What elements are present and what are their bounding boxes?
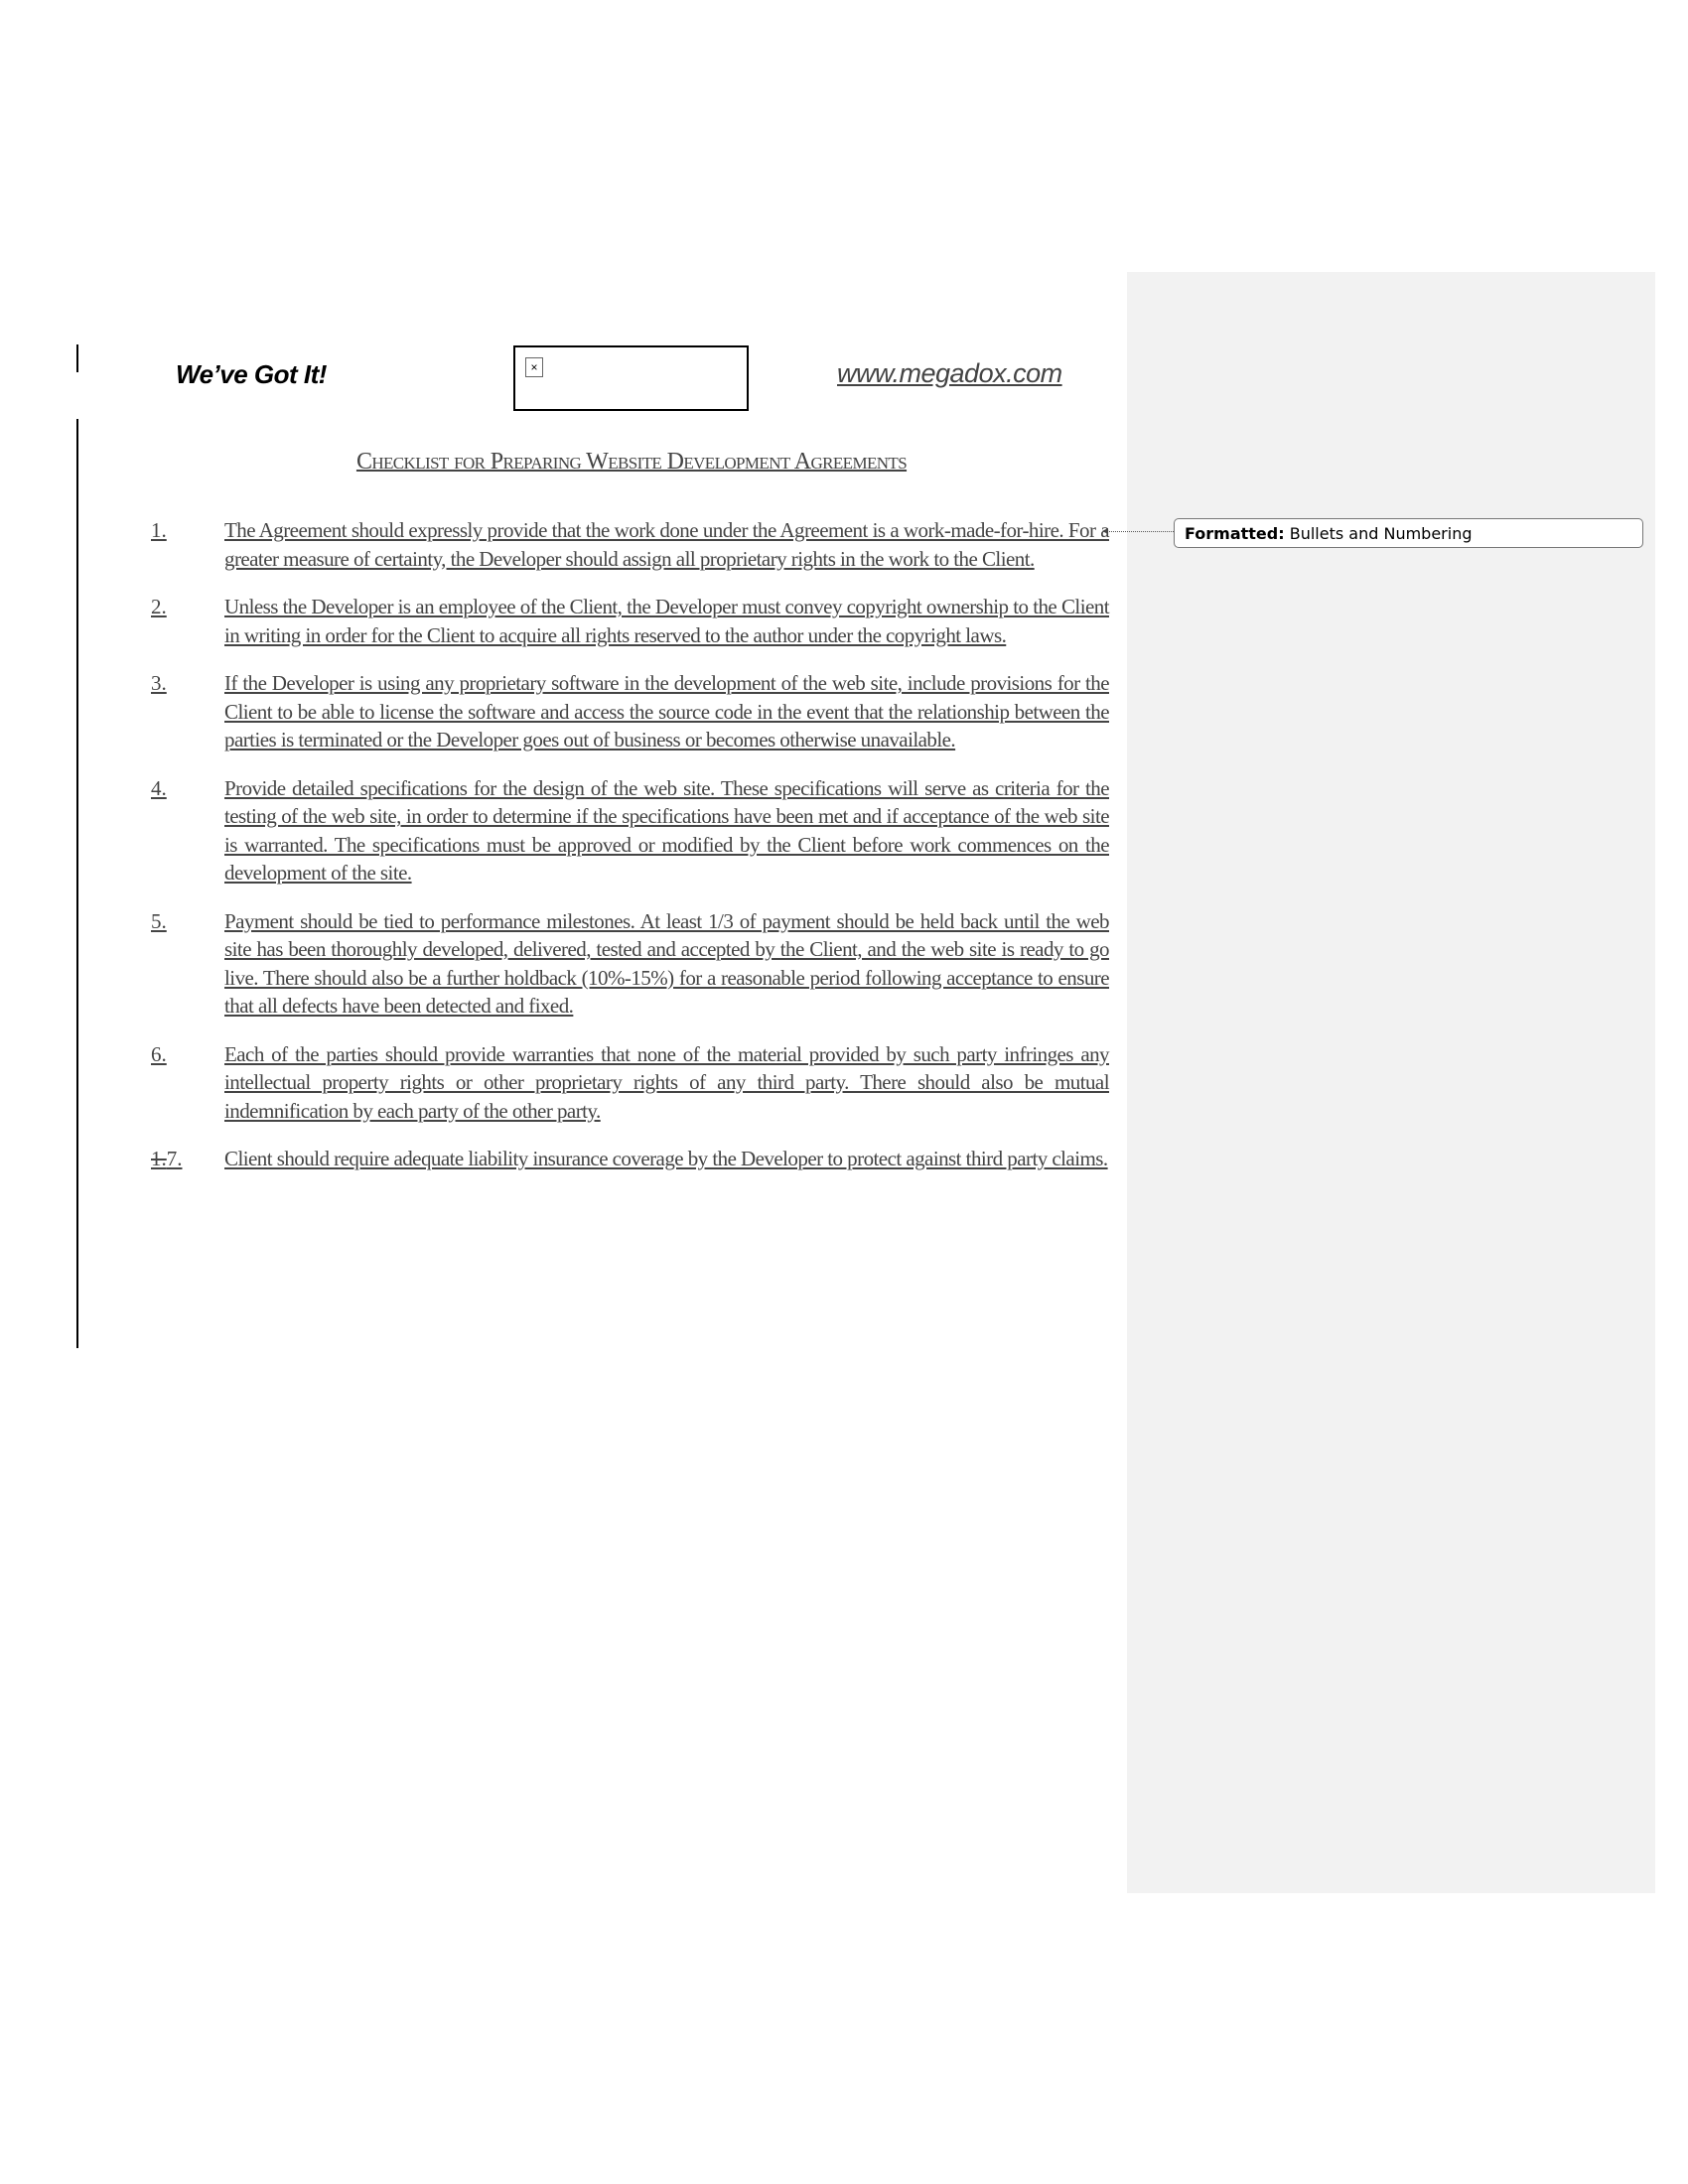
item-text: The Agreement should expressly provide that the work done under the Agreement is a work-made-for-hire. For a greater measure of certainty, the Developer should assign all proprietary rights in the work to the Client. [224,518,1109,571]
change-bar [76,344,78,372]
item-text: Provide detailed specifications for the design of the web site. These specifications will serve as criteria for the testing of the web site, in order to determine if the specifications have been met and if acceptance of the web site is warranted. The specifications must be approved or modified by the Client before work commences on the development of the site. [224,775,1109,885]
checklist [151,516,1109,1193]
document-title: Checklist for Preparing Website Development Agreements [355,449,908,475]
item-text: Payment should be tied to performance milestones. At least 1/3 of payment should be held back until the web site has been thoroughly developed, delivered, tested and accepted by the Client, and the web site is ready to go live. There should also be a further holdback (10%-15%) for a reasonable period following acceptance to ensure that all defects have been detected and fixed. [224,908,1109,1018]
item-number: 6. [151,1041,167,1066]
item-number: 5. [151,908,167,933]
list-item [151,774,1109,887]
item-number: 1. [151,518,167,542]
broken-image-icon: × [525,357,543,377]
item-text: Each of the parties should provide warranties that none of the material provided by such party infringes any intellectual property rights or other proprietary rights of any third party. There should also be mutual indemnification by each party of the other party. [224,1041,1109,1123]
markup-pane [1127,272,1655,1893]
list-item [151,669,1109,754]
comment-connector [1104,531,1174,532]
deleted-number: 1. [151,1147,167,1170]
item-text: Unless the Developer is an employee of the Client, the Developer must convey copyright ownership to the Client in writing in order for the Client to acquire all rights reserved to the author under the copyright laws. [224,595,1109,647]
list-item [151,907,1109,1021]
list-item [151,593,1109,649]
item-number: 2. [151,595,167,618]
item-text: Client should require adequate liability insurance coverage by the Developer to protect against third party claims. [224,1147,1108,1170]
logo-frame [513,345,749,411]
item-number: 3. [151,671,167,695]
item-text: If the Developer is using any proprietary software in the development of the web site, include provisions for the Client to be able to license the software and access the source code in the event that the relationship between the parties is terminated or the Developer goes out of business or becomes otherwise unavailable. [224,671,1109,751]
website-link[interactable]: www.megadox.com [837,358,1062,388]
list-item [151,1040,1109,1126]
balloon-text: Bullets and Numbering [1289,524,1473,543]
inserted-number: 7. [166,1147,183,1170]
list-item [151,1145,1109,1173]
item-number [151,1145,224,1173]
format-change-balloon[interactable] [1174,518,1643,548]
tagline: We’ve Got It! [176,359,327,389]
balloon-label: Formatted: [1185,524,1285,543]
item-number: 4. [151,775,167,800]
list-item [151,516,1109,573]
change-bar [76,419,78,1348]
